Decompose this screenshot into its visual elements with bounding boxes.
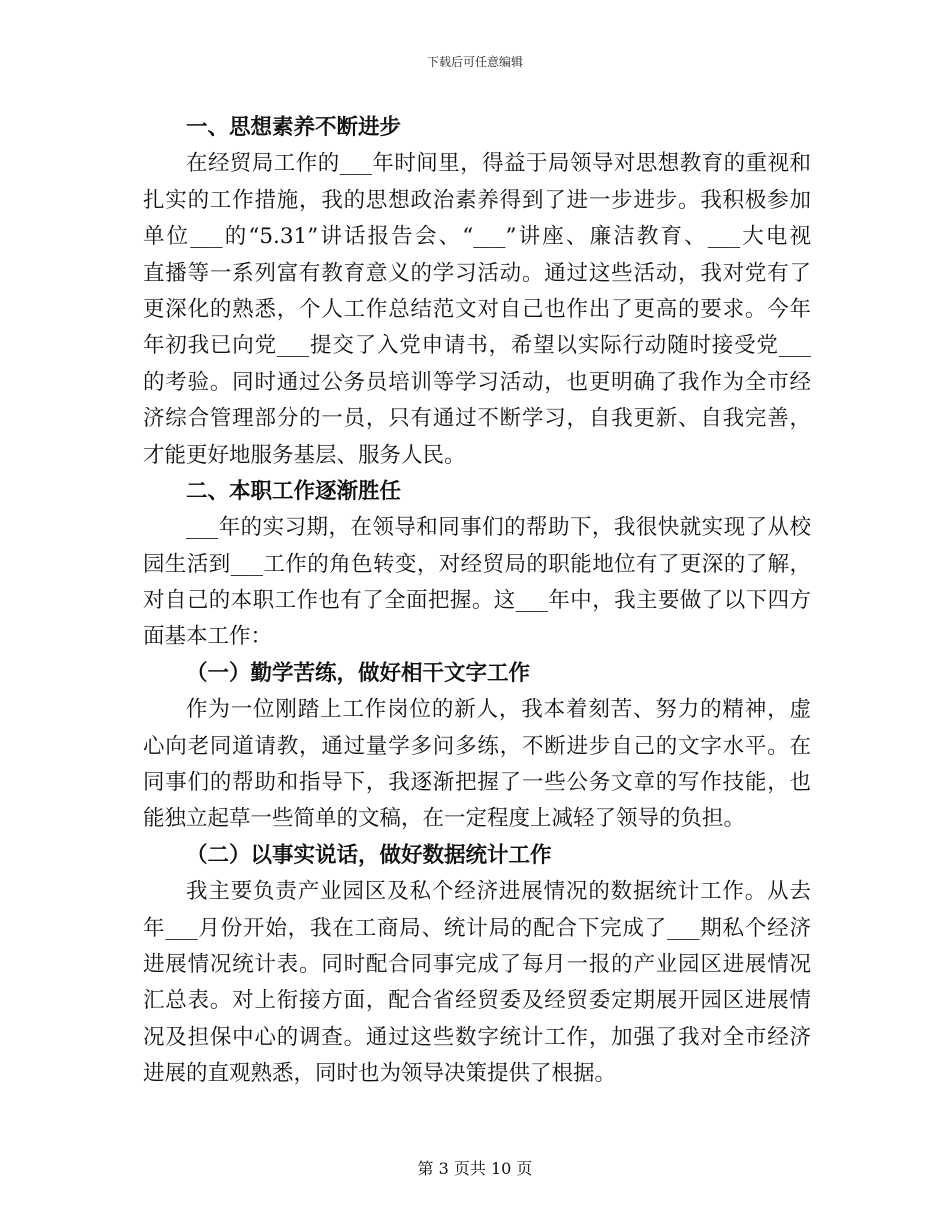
text-line: 在经贸局工作的___年时间里，得益于局领导对思想教育的重视和 bbox=[186, 151, 811, 177]
text-line: 心向老同道请教，通过量学多问多练，不断进步自己的文字水平。在 bbox=[143, 733, 811, 759]
text-line: 济综合管理部分的一员，只有通过不断学习，自我更新、自我完善， bbox=[143, 406, 811, 432]
section-heading: （一）勤学苦练，做好相干文字工作 bbox=[186, 660, 531, 686]
text-line: 更深化的熟悉，个人工作总结范文对自己也作出了更高的要求。今年 bbox=[143, 296, 811, 322]
text-line: 年___月份开始，我在工商局、统计局的配合下完成了___期私个经济 bbox=[143, 915, 811, 941]
text-line: 的考验。同时通过公务员培训等学习活动，也更明确了我作为全市经 bbox=[143, 369, 811, 395]
section-heading: （二）以事实说话，做好数据统计工作 bbox=[186, 842, 552, 868]
text-line: 进展的直观熟悉，同时也为领导决策提供了根据。 bbox=[143, 1061, 617, 1087]
text-line: 年初我已向党___提交了入党申请书，希望以实际行动随时接受党___ bbox=[143, 333, 811, 359]
page-footer: 第 3 页共 10 页 bbox=[417, 1159, 533, 1178]
section-heading: 二、本职工作逐渐胜任 bbox=[186, 478, 402, 504]
text-line: 汇总表。对上衔接方面，配合省经贸委及经贸委定期展开园区进展情 bbox=[143, 988, 811, 1014]
text-line: 能独立起草一些简单的文稿，在一定程度上减轻了领导的负担。 bbox=[143, 806, 746, 832]
text-line: 我主要负责产业园区及私个经济进展情况的数据统计工作。从去 bbox=[186, 879, 811, 905]
text-line: 面基本工作： bbox=[143, 624, 273, 650]
text-line: 单位___的“5.31”讲话报告会、“___”讲座、廉洁教育、___大电视 bbox=[143, 224, 811, 250]
page-header: 下载后可任意编辑 bbox=[426, 55, 523, 69]
text-line: 直播等一系列富有教育意义的学习活动。通过这些活动，我对党有了 bbox=[143, 260, 811, 286]
text-line: 作为一位刚踏上工作岗位的新人，我本着刻苦、努力的精神，虚 bbox=[186, 697, 811, 723]
document-body bbox=[143, 110, 811, 1093]
section-heading: 一、思想素养不断进步 bbox=[186, 115, 402, 140]
text-line: ___年的实习期，在领导和同事们的帮助下，我很快就实现了从校 bbox=[186, 515, 811, 541]
text-line: 同事们的帮助和指导下，我逐渐把握了一些公务文章的写作技能，也 bbox=[143, 770, 811, 796]
text-line: 园生活到___工作的角色转变，对经贸局的职能地位有了更深的了解， bbox=[143, 551, 811, 577]
text-line: 况及担保中心的调查。通过这些数字统计工作，加强了我对全市经济 bbox=[143, 1024, 811, 1050]
text-line: 对自己的本职工作也有了全面把握。这___年中，我主要做了以下四方 bbox=[143, 588, 811, 614]
text-line: 进展情况统计表。同时配合同事完成了每月一报的产业园区进展情况 bbox=[143, 951, 811, 977]
text-line: 扎实的工作措施，我的思想政治素养得到了进一步进步。我积极参加 bbox=[143, 187, 811, 213]
text-line: 才能更好地服务基层、服务人民。 bbox=[143, 442, 466, 468]
